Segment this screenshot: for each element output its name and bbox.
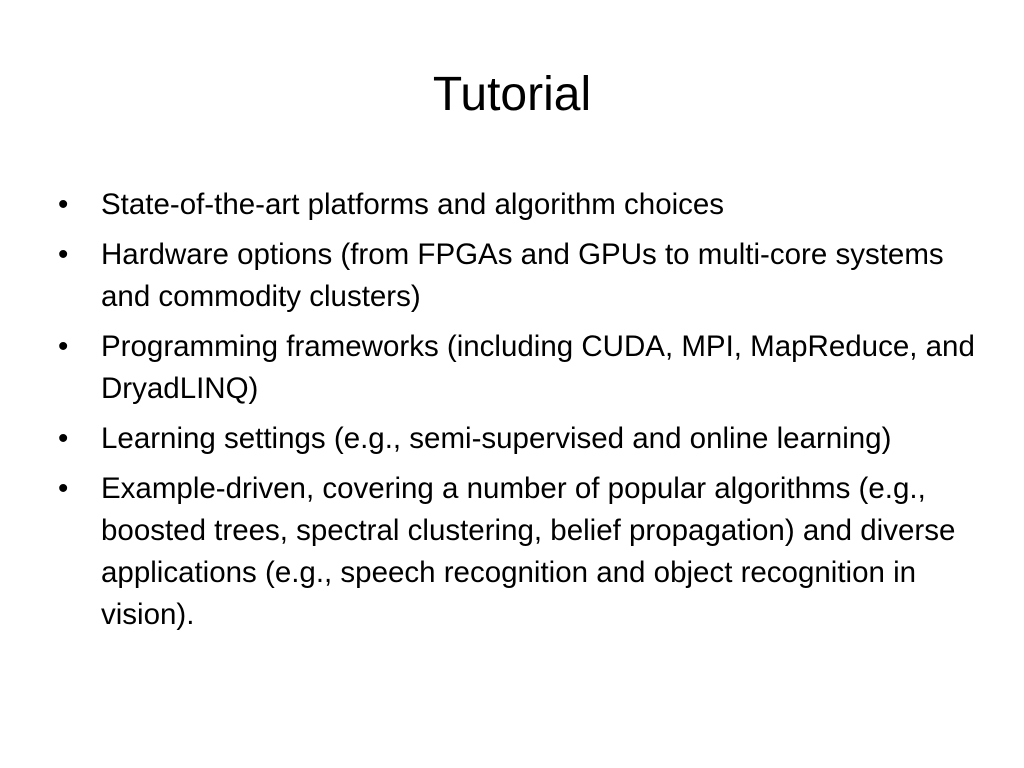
bullet-icon: • <box>58 188 69 221</box>
bullet-text: Hardware options (from FPGAs and GPUs to multi-core systems and commodity clusters) <box>101 238 944 313</box>
bullet-icon: • <box>58 330 69 363</box>
bullet-list <box>58 184 978 644</box>
bullet-icon: • <box>58 238 69 271</box>
bullet-icon: • <box>58 472 69 505</box>
bullet-text: Example-driven, covering a number of popular algorithms (e.g., boosted trees, spectral clustering, belief propagation) and diverse applications (e.g., speech recognition and object recognition in vision). <box>101 472 956 631</box>
slide-title: Tutorial <box>432 68 592 121</box>
bullet-item <box>58 234 978 318</box>
bullet-item <box>58 184 978 226</box>
bullet-text: Learning settings (e.g., semi-supervised and online learning) <box>101 422 892 455</box>
bullet-item <box>58 468 978 636</box>
bullet-item <box>58 418 978 460</box>
bullet-item <box>58 326 978 410</box>
bullet-text: Programming frameworks (including CUDA, MPI, MapReduce, and DryadLINQ) <box>101 330 975 405</box>
bullet-icon: • <box>58 422 69 455</box>
bullet-text: State-of-the-art platforms and algorithm choices <box>101 188 725 221</box>
